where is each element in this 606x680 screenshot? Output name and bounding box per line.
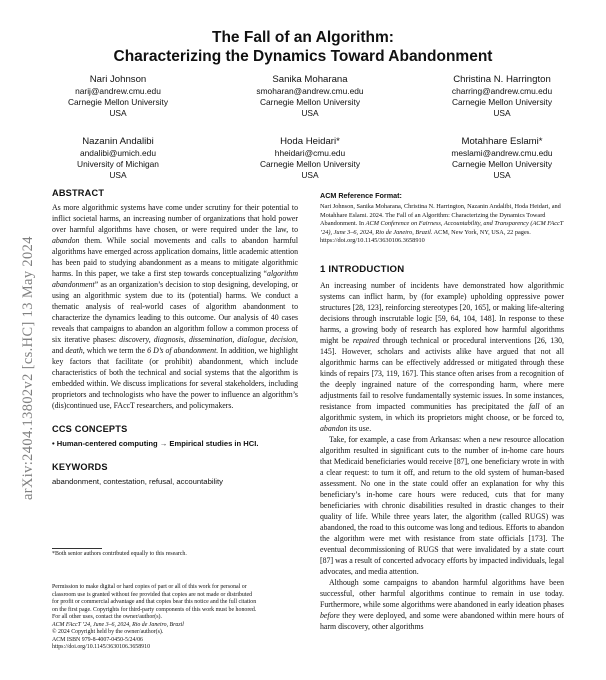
permission-line: ACM ISBN 979-8-4007-0450-5/24/06 bbox=[52, 636, 143, 643]
right-column bbox=[320, 190, 564, 632]
footnote-rule bbox=[52, 548, 102, 549]
author-card bbox=[220, 136, 400, 182]
author-email: charring@andrew.cmu.edu bbox=[451, 86, 553, 96]
reference-format-heading: ACM Reference Format: bbox=[320, 191, 402, 200]
author-card bbox=[412, 136, 592, 182]
arxiv-stamp: arXiv:2404.13802v2 [cs.HC] 13 May 2024 bbox=[20, 236, 36, 500]
author-name: Nari Johnson bbox=[89, 74, 147, 85]
permission-line: For all other uses, contact the owner/author(s). bbox=[52, 614, 162, 620]
author-name: Hoda Heidari* bbox=[280, 136, 340, 147]
author-affiliation: Carnegie Mellon University bbox=[259, 97, 361, 108]
paper-title bbox=[50, 28, 556, 66]
intro-paragraph-1: An increasing number of incidents have demonstrated how algorithmic systems can inflict harm, by (for example) upholding oppressive power structures [28, 123], reinforcing stereotypes [20, 165], or making life-altering decisions through inscrutable logic [59, 64, 104, 148]. In response to these harms, a growing body of research has explored how harmful algorithms might be repaired through technical or procedural interventions [26, 130, 145]. However, scholars and activists alike have argued that not all algorithmic harms can be effectively addressed or mitigated through these kinds of repairs [73, 119, 167]. This stance often arises from a recognition of the deeply ingrained nature of the corresponding harm, where mere adjustments fail to resolve fundamentally systemic issues. In some instances, resistance from impacted communities has precipitated the fall of an algorithmic system, in which its proprietors might choose, or be forced to, abandon its use. bbox=[320, 280, 565, 433]
author-name: Nazanin Andalibi bbox=[82, 136, 154, 147]
doi-link[interactable]: https://doi.org/10.1145/3630106.3658910 bbox=[52, 644, 151, 650]
author-affiliation: Carnegie Mellon University bbox=[67, 97, 169, 108]
author-affiliation: Carnegie Mellon University bbox=[451, 97, 553, 108]
author-name: Sanika Moharana bbox=[272, 74, 348, 85]
title-line-2: Characterizing the Dynamics Toward Abandonment bbox=[113, 48, 493, 65]
permission-line: ACM FAccT ’24, June 3–6, 2024, Rio de Janeiro, Brazil bbox=[52, 621, 184, 628]
title-line-1: The Fall of an Algorithm: bbox=[212, 29, 394, 46]
author-email: meslami@andrew.cmu.edu bbox=[451, 148, 553, 158]
ccs-heading: CCS CONCEPTS bbox=[52, 424, 128, 434]
author-email: andalibi@umich.edu bbox=[79, 148, 156, 158]
author-name: Motahhare Eslami* bbox=[461, 136, 543, 147]
permission-line: on the first page. Copyrights for third-party components of this work must be honored. bbox=[52, 606, 257, 613]
intro-paragraph-3: Although some campaigns to abandon harmful algorithms have been successful, other harmful algorithms continue to remain in use today. Furthermore, while some algorithms were abandoned in early ideation phases before they were deployed, and some were abandoned within mere hours of harm discovery, other algorithms bbox=[320, 577, 564, 631]
permission-line: classroom use is granted without fee provided that copies are not made or distributed bbox=[52, 591, 253, 598]
footnote: *Both senior authors contributed equally to this research. bbox=[52, 551, 187, 557]
permission-line: for profit or commercial advantage and that copies bear this notice and the full citation bbox=[52, 599, 257, 605]
left-column bbox=[52, 188, 298, 487]
author-card bbox=[412, 74, 592, 120]
author-country: USA bbox=[493, 108, 511, 119]
author-country: USA bbox=[109, 108, 127, 119]
author-country: USA bbox=[493, 170, 511, 181]
ccs-concept-item: • Human-centered computing → Empirical studies in HCI. bbox=[52, 439, 259, 448]
author-country: USA bbox=[109, 170, 127, 181]
permission-line: Permission to make digital or hard copies of part or all of this work for personal or bbox=[52, 584, 247, 590]
keywords-text: abandonment, contestation, refusal, accountability bbox=[52, 477, 223, 486]
author-card bbox=[220, 74, 400, 120]
author-country: USA bbox=[301, 170, 319, 181]
author-affiliation: University of Michigan bbox=[77, 159, 159, 170]
permission-block bbox=[52, 584, 298, 652]
abstract-text: As more algorithmic systems have come under scrutiny for their potential to inflict societal harms, an increasing number of organizations that hold power over harmful algorithms have chosen, or were required under the law, to abandon them. While social movements and calls to abandon harmful algorithms have emerged across application domains, little academic attention has been paid to studying abandonment as a means to mitigate algorithmic harms. In this paper, we take a first step towards conceptualizing “algorithm abandonment” as an organization’s decision to stop designing, developing, or using an algorithmic system due to its (potential) harms. We conduct a thematic analysis of real-world cases of algorithm abandonment to characterize the dynamics leading to this outcome. Our analysis of 40 cases reveals that campaigns to abandon an algorithm follow a common process of six iterative phases: discovery, diagnosis, dissemination, dialogue, decision, and death, which we term the 6 D’s of abandonment. In addition, we highlight key factors that facilitate (or prohibit) abandonment, which include characteristics of both the technical and social systems that the algorithm is embedded within. We discuss implications for several stakeholders, including proprietors and technologists who have the power to influence an algorithm’s (dis)continued use, FAccT researchers, and policymakers. bbox=[52, 203, 299, 410]
author-name: Christina N. Harrington bbox=[453, 74, 551, 85]
author-card bbox=[28, 74, 208, 120]
author-affiliation: Carnegie Mellon University bbox=[259, 159, 361, 170]
permission-line: © 2024 Copyright held by the owner/author(s). bbox=[52, 629, 164, 635]
reference-format-text: Nari Johnson, Sanika Moharana, Christina N. Harrington, Nazanin Andalibi, Hoda Heidari, and Motahhare Eslami. 2024. The Fall of an Algorithm: Characterizing the Dynamics Toward Abandonment. In ACM Conference on Fairness, Accountability, and Transparency (ACM FAccT ’24), June 3–6, 2024, Rio de Janeiro, Brazil. ACM, New York, NY, USA, 22 pages. https://doi.org/10.1145/3630106.3658910 bbox=[320, 203, 564, 245]
author-affiliation: Carnegie Mellon University bbox=[451, 159, 553, 170]
author-email: hheidari@cmu.edu bbox=[274, 148, 346, 158]
keywords-heading: KEYWORDS bbox=[52, 462, 108, 472]
author-email: narij@andrew.cmu.edu bbox=[75, 86, 161, 96]
author-card bbox=[28, 136, 208, 182]
author-email: smoharan@andrew.cmu.edu bbox=[256, 86, 364, 96]
intro-paragraph-2: Take, for example, a case from Arkansas: when a new resource allocation algorithm resulted in significant cuts to the number of in-home care hours that Medicaid beneficiaries would receive [87], one beneficiary wrote in with a clear request: to turn it off, and return to the old system of human-based assessment. No one in the state could offer an explanation for why this beneficiary’s in-home care hours were reduced, cuts that for many beneficiaries with chronic disabilities resulted in drastic changes to their quality of life. While three years later, the algorithm (called RUGS) was abandoned, the road to this outcome was long and tedious. Efforts to abandon the algorithm were met with resistance from state officials [173]. The eventual decommissioning of RUGS that were invalidated by a state court [87] was a result of concerted advocacy efforts by impacted individuals, legal advocates, and media attention. bbox=[320, 434, 564, 576]
introduction-heading: 1 INTRODUCTION bbox=[320, 263, 405, 275]
abstract-heading: ABSTRACT bbox=[52, 188, 105, 198]
author-country: USA bbox=[301, 108, 319, 119]
